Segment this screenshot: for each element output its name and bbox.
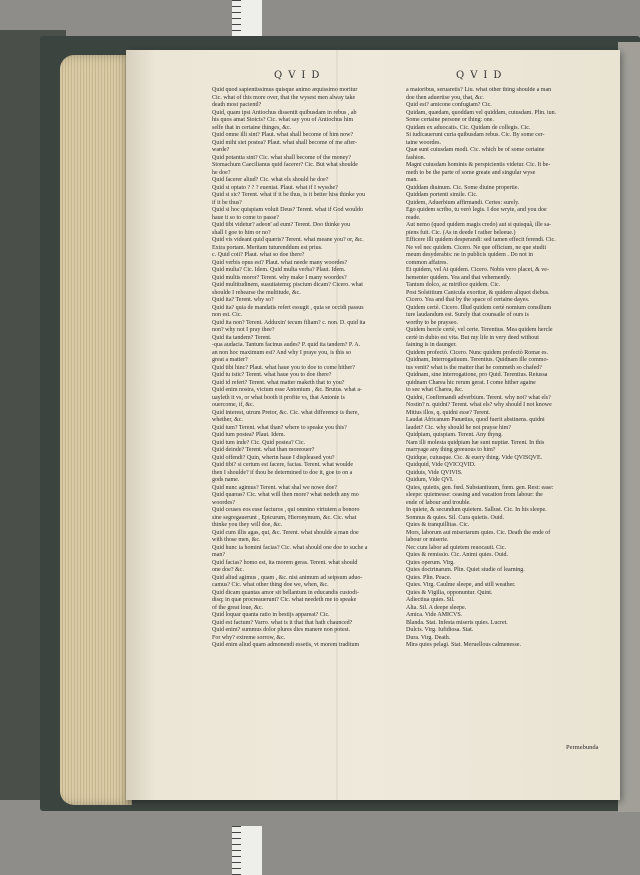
text-line: Quid tibi hinc? Plaut. what haue you to doe to come hither?	[212, 364, 355, 371]
text-line: Alta. Sil. A deepe sleepe.	[406, 604, 467, 611]
text-line: Quid facerer aliud? Cic. what els should he doe?	[212, 177, 329, 183]
text-line: taine woordes.	[406, 139, 441, 146]
text-line: tus venit? what is the matter that he commeth so chafed?	[406, 364, 542, 371]
text-line: shall I goe to him or no?	[212, 229, 271, 236]
text-line: Quidem hercle certè, vel certe. Terentius. Mea quidem hercle	[406, 327, 553, 333]
text-line: death most pacientl?	[212, 102, 262, 108]
text-line: Laudat Africanum Panætius, quod fuerit abstinens. quidni	[406, 417, 545, 423]
text-line: Quidque, cuiusque. Cic. & euery thing. Vide QVISQVE.	[406, 454, 543, 461]
text-line: labour or miserie.	[406, 537, 449, 543]
text-line: uayleth it vs, or what booth it profite vs, that Antonie is	[212, 394, 345, 401]
text-line: Nam illi molesta quidpiam hæ sunt nuptiæ. Terent. In this	[406, 439, 545, 446]
text-line: Quid potantia sint? Cic. what shall become of the money?	[212, 154, 351, 161]
text-line: man?	[212, 552, 225, 558]
text-line: Magni cuiusdam hominis & perspicientis videtur. Cic. It be-	[406, 162, 551, 168]
text-line: Aut nemo (quod quidem magis credo) aut si quisquâ, ille sa-	[406, 222, 552, 228]
text-line: faining is in daunger.	[406, 342, 457, 348]
text-line: warde?	[212, 147, 230, 153]
text-line: Quæ sunt cuiusdam modi. Cic. which be of some certaine	[406, 147, 545, 153]
text-line: Stomachum Caecilianus quid facerer? Cic. But what shoulde	[212, 162, 358, 168]
text-line: Quid tum inde? Cic. Quid postea? Cic.	[212, 439, 305, 446]
text-line: Quidnam, Interrogatiuum. Terentius. Quidnam ille commo-	[406, 357, 549, 363]
text-line: c. Quid coii? Plaut. what so doe there?	[212, 252, 305, 258]
text-line: ouercome, if, &c.	[212, 402, 255, 408]
text-line: Et quidem, vel At quidem. Cicero. Nobis vero placet, & ve-	[406, 267, 549, 273]
text-line: Quidem certè. Cicero. Illud quidem certè nomium consilium	[406, 304, 552, 311]
text-line: meum desyderabis: ne in publicis quidem . Do not in	[406, 252, 533, 258]
text-line: marryage any thing greeuous to him?	[406, 447, 496, 453]
text-line: iure laudandum est. Surely that counsaile of ours is	[406, 312, 529, 318]
text-line: he doe?	[212, 169, 231, 176]
text-line: Quies doctrinarum. Plin. Quiet studie of learning.	[406, 567, 525, 573]
text-line: Quid multitudinem, suauitatemq; piscium dicam? Cicero. what	[212, 282, 363, 288]
text-line: ende of labour and trouble.	[406, 499, 471, 506]
text-line: Quid ita? Terent. why so?	[212, 297, 274, 303]
text-line: worthy to be prayseo.	[406, 319, 458, 326]
text-line: Extra portam. Meritam tuturenddum est prius.	[212, 244, 323, 251]
text-line: Quid quod sapientissimus quisque animo æquissimo moritur	[212, 87, 358, 93]
text-line: gods name.	[212, 477, 240, 483]
text-line: then I shoulde? if thou be determined to doe it, goe to on a	[212, 469, 353, 476]
text-line: Quid si sic? Terent. what if it be thus, is it better hiss thinke you	[212, 192, 366, 198]
text-line: Ego quidem scribo, tu verò legis. I doe wryte, and you doe	[406, 207, 547, 213]
text-line: In quiete, & secundum quietem. Sallust. Cic. In his sleepe.	[406, 507, 547, 513]
text-line: Blanda. Stat. Infesta miseris quies. Lucret.	[406, 619, 508, 626]
text-line: Quid interest, utrum Pretor, &c. Cic. what difference is there,	[212, 409, 359, 416]
text-line: whether, &c.	[212, 417, 243, 423]
text-line: For why? extreme sorrow, &c.	[212, 634, 286, 641]
text-line: Dura. Virg. Death.	[406, 634, 451, 641]
text-line: laudet? Cic. why should he not prayse him?	[406, 424, 511, 431]
facing-page-edge	[618, 42, 640, 812]
left-running-head: QVID	[274, 70, 326, 81]
text-line: doe then aduertise you, that, &c.	[406, 94, 484, 101]
text-line: Quidam, quædam, quoddam vel quiddam, cuiusdam. Plin. iun.	[406, 109, 557, 116]
text-line: Si iudicauerunt curia quibusdam rebus. Cic. By some cer-	[406, 132, 545, 138]
text-line: Quid facias? homo est, ita morem geras. Terent. what should	[212, 559, 358, 566]
text-line: -qua audacia. Tantum facinus audes? P. quid ita tandem? P. A.	[212, 342, 361, 348]
text-line: Somnus & quies. Sil. Cura quietis. Ouid.	[406, 514, 505, 521]
text-line: piens fuit. Cic. (As in deede I rather beleeue.)	[406, 229, 516, 236]
text-line: Adiectiua quies. Sil.	[406, 597, 455, 603]
text-line: fashion.	[406, 154, 426, 161]
text-line: Quid ita tandem? Terent.	[212, 334, 272, 341]
text-line: Nec cum labor ad quietem reuocauit. Cic.	[406, 544, 506, 551]
text-line: reade.	[406, 214, 421, 221]
scale-ruler-bottom	[232, 826, 262, 875]
text-line: Quies & remissio. Cic. Animi quies. Ouid.	[406, 552, 508, 558]
text-line: Quidem, Aduerbium affirmandi. Certes: surely.	[406, 199, 520, 206]
text-line: Quid enim? summus dolor plures dies manere non potest.	[212, 627, 351, 633]
text-line: Quid enim aliud quam admonendi essetis, vt morem traditum	[212, 642, 360, 648]
text-line: Quid hunc ta homini facias? Cic. what should one doe to suche a	[212, 544, 368, 551]
text-line: Quid aliud agimus , quam , &c. nisi animum ad seipsum aduo-	[212, 574, 363, 581]
text-line: Quid si hoc quispiam voluit Deus? Terent. what if God wouldo	[212, 207, 363, 213]
text-line: Mira quies pelagi. Stat. Meruellous calmenesse.	[406, 642, 521, 648]
text-line: Nostin? n. quidni? Terent. what els? why should I not knowe	[406, 402, 552, 408]
text-line: of the great loue, &c.	[212, 604, 263, 611]
text-line: Mors, laborum aut miseriarum quies. Cic. Death the ende of	[406, 529, 551, 536]
text-line: Quid si optato ? ? ? eueniat. Plaut. what if I wysshe?	[212, 184, 338, 191]
text-line: man.	[406, 177, 418, 183]
text-line: Quid tibi videtur? adeon' ad eum? Terent. Doo thinke you	[212, 222, 351, 228]
text-line: Ne vel nec quidem. Cicero. Ne que officium, ne que studii	[406, 244, 547, 251]
text-line: Quid ita? quia de mandatis refert essugit , quia se occidi passus	[212, 304, 364, 311]
text-line: Quid omne illi sint? Plaut. what shall become of him now?	[212, 132, 354, 138]
text-line: Quid multis moror? Terent. why make I many woordes?	[212, 274, 347, 281]
text-line: Quies, quietis, gen. fœd. Substantiuum, fœm. gen. Rest: ease:	[406, 484, 554, 491]
text-line: Efficere illi quidem desperandi: sed tamen effecit ferendi. Cic.	[406, 237, 556, 243]
page-edges	[60, 55, 132, 805]
text-line: Cicero. Yea and that by the space of certaine dayes.	[406, 297, 530, 303]
text-line: selfe that in certaine thinges, &c.	[212, 124, 292, 131]
text-line: his quos amat Stoicis? Cic. what say you of Antiochus him	[212, 117, 354, 123]
text-line: if it be thus?	[212, 199, 242, 206]
text-line: Quidni, Confirmandi adverbium. Terent. why not? what els?	[406, 394, 551, 401]
text-line: Quid dicam quantas amor sit bellantum in educandis custodi-	[212, 589, 359, 596]
text-line: Quid tum postea? Plaut. Idem.	[212, 432, 285, 438]
text-line: woordes?	[212, 499, 235, 506]
text-line: Quies & Vigilia, opponuntur. Quint.	[406, 589, 493, 596]
text-line: sleepe: quietnesse: ceasing and vacation from labour: the	[406, 492, 543, 498]
right-running-head: QVID	[456, 70, 508, 81]
text-line: Quid verbis opus est? Plaut. what neede many woordes?	[212, 259, 348, 266]
text-line: Quies. Virg. Caulme sleepe, and still weather.	[406, 582, 516, 588]
text-line: Quidam ex aduocatis. Cic. Quidam de collegis. Cic.	[406, 124, 531, 131]
text-line: certè in dubio est vita. But my life in very deed without	[406, 334, 539, 341]
text-line: thinke you they will doe, &c.	[212, 522, 283, 528]
text-line: one doe? &c.	[212, 567, 244, 573]
text-line: haue it so to come to passe?	[212, 214, 279, 221]
text-line: Quid offendi? Quin, wherin haue I displeased you?	[212, 454, 335, 461]
text-line: Quid cum illis agas, qui, &c. Terent. what shoulde a man doe	[212, 529, 359, 536]
text-line: Quid ceuses eos esse facturos , qui omnino virtutem a bonoro	[212, 507, 360, 513]
text-line: sine segregauerunt , Epicurum, Hieronymum, &c. Cic. what	[212, 514, 357, 521]
catchword: Permebunda	[566, 744, 599, 751]
text-line: Quid enim nostra, victum esse Antonium , &c. Brutus. what a-	[212, 387, 362, 393]
text-line: Quid quæras? Cic. what will then more? what nedeth any mo	[212, 492, 359, 498]
text-line: Quid, quam ipsi Antiochus dissentit quibusdam in rebus , ab	[212, 109, 357, 116]
text-line: Quies. Plin. Peace.	[406, 574, 452, 581]
text-line: Dulcis. Virg. Iufidiosa. Stat.	[406, 627, 474, 633]
text-line: Quid tibi? si certum est facere, facias. Terent. what woulde	[212, 462, 354, 468]
text-line: great a matter?	[212, 357, 248, 363]
text-line: Tantum dolco, ac mirifice quidem. Cic.	[406, 282, 501, 288]
text-line: Post Solstitium Canicula exoritur, & quidem aliquot diebus.	[406, 289, 550, 296]
text-line: Quid vis videant quid quæris? Terent. what meane you? or, &c.	[212, 237, 364, 243]
text-line: Quid mihi siet postea? Plaut. what shall become of me after-	[212, 139, 358, 146]
text-line: shoulde I rehearse the multitude, &c.	[212, 289, 301, 296]
text-line: Cic. what of this more over, that the wysest men alway take	[212, 94, 356, 101]
text-line: non est. Cic.	[212, 312, 242, 318]
text-line: Some certaine persone or thing: one.	[406, 117, 494, 123]
text-line: Quiduis, Vide QVIVIS.	[406, 469, 463, 476]
text-line: Quiddam portenti simile. Cic.	[406, 192, 478, 198]
right-text-column	[406, 87, 610, 650]
text-line: non? why not I pray thee?	[212, 327, 275, 333]
text-line: Quiddam diuinum. Cic. Some diuine propertie.	[406, 184, 519, 191]
text-line: Quies & tranquillitas. Cic.	[406, 522, 470, 528]
text-line: Quid tum? Terent. what than? where to speake you this?	[212, 424, 347, 431]
text-line: Quidem profectò. Cicero. Nunc quidem profectò Romæ es.	[406, 349, 548, 356]
text-line: Quid loquar quanta ratio in bestijs appareat? Cic.	[212, 612, 330, 618]
text-line: common affaires.	[406, 259, 448, 266]
text-line: Quidpiam, quispiam. Terent. Any thyng.	[406, 432, 503, 438]
text-line: Quidquid, Vide QVICQVID.	[406, 462, 476, 468]
text-line: meth to be the parte of some greate and singular wyse	[406, 169, 536, 176]
book-page	[126, 50, 620, 800]
text-line: Quid tu istic? Terent. what haue you to doe there?	[212, 372, 332, 378]
text-line: Quid ita non? Terent. Adduxin' tecum filiam? c. non. D. quid ita	[212, 319, 366, 326]
text-line: Quid nunc agimus? Terent. what shal we nowe doe?	[212, 484, 337, 491]
text-line: quidnam Charea hic rerum gerat. I come hither againe	[406, 379, 536, 386]
text-line: an non hoc maximum est? And why I praye you, is this so	[212, 349, 352, 356]
left-text-column	[212, 87, 412, 650]
text-line: Quidnam, sine interrogatione, pro Quid. Terentius. Reiussa	[406, 372, 548, 378]
text-line: to see what Charea, &c.	[406, 387, 464, 393]
text-line: Quies operum. Virg.	[406, 559, 455, 566]
text-line: a maioribus, seruaretis? Liu. what other thing shoulde a man	[406, 87, 552, 93]
text-line: Amica. Vide AMICVS.	[406, 612, 463, 618]
text-line: camus? Cic. what other thing doe we, when, &c.	[212, 582, 329, 588]
text-line: disq; in quæ procreauerunt? Cic. what needeth me to speake	[212, 597, 357, 603]
text-line: Quid deinde? Terent. what than moreouer?	[212, 447, 315, 453]
text-line: with those men, &c.	[212, 537, 261, 543]
text-line: Quid multa? Cic. Idem. Quid multa verba? Plaut. Idem.	[212, 267, 346, 273]
text-line: hementer quidem. Yea and that vehemently.	[406, 274, 511, 281]
text-line: Quid id refert? Terent. what matter maketh that to you?	[212, 379, 345, 386]
text-line: Quidum, Vide QVI.	[406, 477, 454, 483]
text-line: Quid est factum? Varro. what is it that that hath chaunced?	[212, 619, 353, 626]
text-line: Mitius illos, q. quidni esse? Terent.	[406, 409, 491, 416]
text-line: Quid est? amicone confugiam? Cic.	[406, 102, 492, 108]
